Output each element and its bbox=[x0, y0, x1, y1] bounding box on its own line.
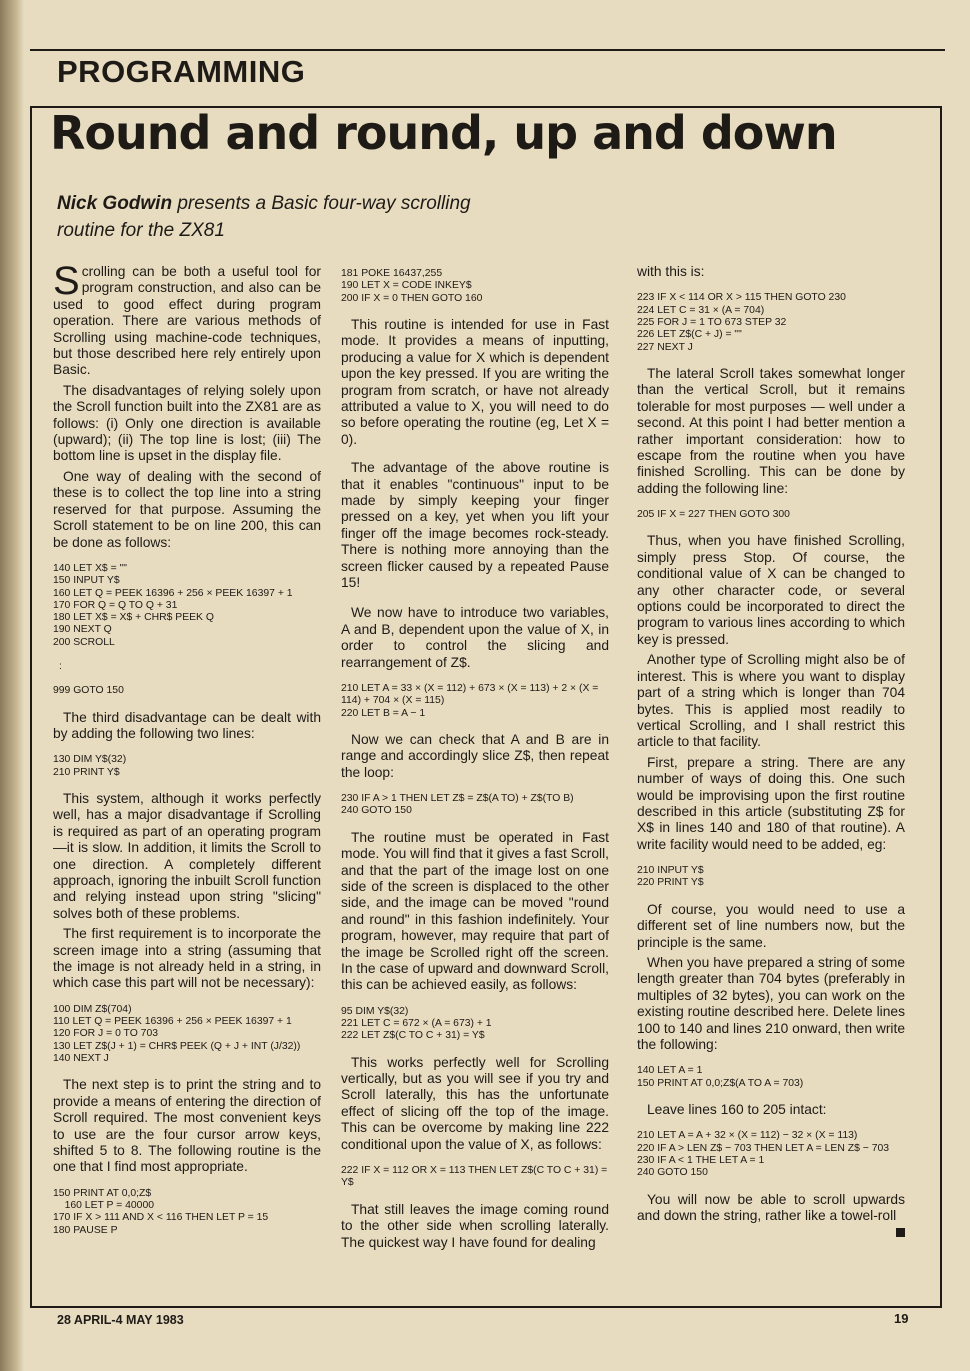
drop-cap: S bbox=[53, 259, 80, 303]
code-line: 227 NEXT J bbox=[637, 341, 693, 353]
code-listing bbox=[53, 754, 321, 779]
code-line: 120 FOR J = 0 TO 703 bbox=[53, 1028, 159, 1040]
code-line: 224 LET C = 31 × (A = 704) bbox=[637, 304, 765, 316]
code-line: 223 IF X < 114 OR X > 115 THEN GOTO 230 bbox=[637, 292, 846, 304]
code-listing bbox=[341, 1165, 609, 1190]
paragraph: This routine is intended for use in Fast mode. It provides a means of inputting, producing a value for X which is dependent upon the key pressed. If you are writing the program from scratch, or have not already attributed a value to X, you will need to do so before operating the routine (eg, Let X = 0). bbox=[341, 316, 609, 447]
code-line: 225 FOR J = 1 TO 673 STEP 32 bbox=[637, 317, 787, 328]
paragraph: This system, although it works perfectly well, has a major disadvantage if Scrolling is required as part of an operating program —it is slow. In addition, it limits the Scroll to one direction. A completely different approach, ignoring the inbuilt Scroll function and relying instead upon string "slicing" solves both of these problems. bbox=[53, 790, 321, 921]
code-line: 230 IF A < 1 THE LET A = 1 bbox=[637, 1155, 765, 1166]
code-line: 230 IF A > 1 THEN LET Z$ = Z$(A TO) + Z$(TO B) bbox=[341, 793, 574, 805]
paragraph: The lateral Scroll takes somewhat longer than the vertical Scroll, but it remains tolerable for most purposes — well under a second. At this point I had better mention a rather important consideration: how to escape from the routine when you have finished Scrolling. This can be done by adding the following line: bbox=[637, 365, 905, 496]
code-line: 181 POKE 16437,255 bbox=[341, 268, 443, 279]
code-line: 170 IF X > 111 AND X < 116 THEN LET P = 15 bbox=[53, 1212, 269, 1224]
paragraph bbox=[637, 1192, 905, 1225]
code-listing bbox=[637, 865, 905, 890]
paragraph-text: You will now be able to scroll upwards and down the string, rather like a towel-roll bbox=[637, 1191, 905, 1223]
code-line: 220 IF A > LEN Z$ − 703 THEN LET A = LEN Z$ − 703 bbox=[637, 1142, 890, 1154]
code-line: 220 LET B = A − 1 bbox=[341, 707, 426, 719]
end-of-article-icon bbox=[896, 1228, 905, 1237]
code-listing bbox=[637, 1130, 905, 1179]
code-listing bbox=[53, 563, 321, 649]
code-listing bbox=[637, 1065, 905, 1090]
standfirst bbox=[57, 190, 497, 244]
code-line: 240 GOTO 150 bbox=[637, 1167, 708, 1179]
code-line: 150 PRINT AT 0,0;Z$ bbox=[53, 1187, 152, 1199]
code-line: 95 DIM Y$(32) bbox=[341, 1005, 409, 1017]
code-listing bbox=[53, 685, 321, 697]
code-line: 150 INPUT Y$ bbox=[53, 575, 120, 587]
code-line: 220 PRINT Y$ bbox=[637, 877, 704, 889]
author-name: Nick Godwin bbox=[57, 193, 173, 214]
code-line: 226 LET Z$(C + J) = "" bbox=[637, 329, 742, 341]
code-line: 160 LET P = 40000 bbox=[53, 1200, 155, 1212]
code-line: 200 IF X = 0 THEN GOTO 160 bbox=[341, 292, 483, 304]
code-line: 130 DIM Y$(32) bbox=[53, 754, 127, 766]
code-listing bbox=[53, 1188, 321, 1237]
code-line: 190 NEXT Q bbox=[53, 624, 112, 636]
code-listing bbox=[341, 268, 609, 305]
code-line: 222 IF X = 112 OR X = 113 THEN LET Z$(C TO C + 31) = Y$ bbox=[341, 1165, 610, 1189]
paragraph: That still leaves the image coming round to the other side when scrolling laterally. The quickest way I have found for dealing bbox=[341, 1201, 609, 1250]
top-rule bbox=[30, 49, 945, 51]
column-2 bbox=[341, 264, 609, 1255]
code-line: 210 LET A = A + 32 × (X = 112) − 32 × (X = 113) bbox=[637, 1130, 858, 1142]
code-listing bbox=[341, 1006, 609, 1043]
paragraph: The next step is to print the string and to provide a means of entering the direction of Scroll required. The most convenient keys to use are the four cursor arrow keys, shifted 5 to 8. The following routine is the one that I find most appropriate. bbox=[53, 1077, 321, 1175]
code-line: 999 GOTO 150 bbox=[53, 685, 124, 697]
page-gutter bbox=[0, 0, 24, 1371]
paragraph: Another type of Scrolling might also be of interest. This is where you want to display part of a string which is longer than 704 bytes. This is applied most readily to vertical Scrolling, and I shall restrict this article to that facility. bbox=[637, 652, 905, 750]
paragraph: When you have prepared a string of some length greater than 704 bytes (preferably in multiples of 32 bytes), you can work on the existing routine described here. Delete lines 100 to 140 and lines 210 onward, then write the following: bbox=[637, 954, 905, 1052]
paragraph: The advantage of the above routine is that it enables "continuous" input to be made by simply keeping your finger pressed on a key, yet when you lift your finger off the image becomes rock-steady. There is nothing more annoying than the screen flicker caused by a repeated Pause 15! bbox=[341, 460, 609, 590]
code-line: 210 INPUT Y$ bbox=[637, 865, 704, 877]
paragraph: Leave lines 160 to 205 intact: bbox=[647, 1102, 827, 1117]
column-1 bbox=[53, 259, 321, 1249]
code-line: 130 LET Z$(J + 1) = CHR$ PEEK (Q + J + INT (J/32)) bbox=[53, 1040, 301, 1052]
code-ellipsis: : bbox=[59, 660, 62, 672]
code-line: 100 DIM Z$(704) bbox=[53, 1003, 132, 1015]
paragraph: Thus, when you have finished Scrolling, simply press Stop. Of course, the conditional value of X can be changed to any other character code, or several options could be incorporated to direct the program to various lines according to which key is pressed. bbox=[637, 533, 905, 647]
code-listing bbox=[53, 1004, 321, 1065]
paragraph: The routine must be operated in Fast mode. You will find that it gives a fast Scroll, and that the part of the image lost on one side of the screen is displaced to the other side, and the image can be moved "round and round" in this fashion indefinitely. Your program, however, may require that part of the image be Scrolled right off the screen. In the case of upward and downward Scroll, this can be achieved easily, as follows: bbox=[341, 829, 609, 993]
page-number: 19 bbox=[894, 1311, 909, 1326]
code-line: 180 LET X$ = X$ + CHR$ PEEK Q bbox=[53, 612, 214, 624]
code-line: 210 LET A = 33 × (X = 112) + 673 × (X = 113) + 2 × (X = 114) + 704 × (X = 115) bbox=[341, 683, 602, 707]
code-line: 140 NEXT J bbox=[53, 1053, 109, 1065]
article-title: Round and round, up and down bbox=[50, 106, 837, 160]
code-line: 150 PRINT AT 0,0;Z$(A TO A = 703) bbox=[637, 1077, 804, 1089]
paragraph: First, prepare a string. There are any number of ways of doing this. One such would be improvising upon the first routine described in this article (substituting Z$ for X$ in lines 140 and 180 of that routine). A write facility would need to be added, eg: bbox=[637, 754, 905, 852]
code-line: 180 PAUSE P bbox=[53, 1224, 118, 1236]
code-listing bbox=[341, 793, 609, 818]
section-label: PROGRAMMING bbox=[57, 54, 306, 89]
paragraph: Of course, you would need to use a different set of line numbers now, but the principle is the same. bbox=[637, 901, 905, 950]
code-line: 222 LET Z$(C TO C + 31) = Y$ bbox=[341, 1030, 485, 1042]
issue-date: 28 APRIL-4 MAY 1983 bbox=[57, 1313, 184, 1327]
code-line: 210 PRINT Y$ bbox=[53, 766, 120, 778]
paragraph-text: crolling can be both a useful tool for program construction, and also can be used to good effect during program operation. There are various methods of Scrolling using machine-code techniques, but those described here rely entirely upon Basic. bbox=[53, 264, 321, 378]
code-listing bbox=[637, 292, 905, 353]
code-listing bbox=[341, 683, 609, 720]
paragraph: Now we can check that A and B are in range and accordingly slice Z$, then repeat the loop: bbox=[341, 731, 609, 780]
code-line: 110 LET Q = PEEK 16396 + 256 × PEEK 16397 + 1 bbox=[53, 1016, 292, 1028]
paragraph: The third disadvantage can be dealt with by adding the following two lines: bbox=[53, 709, 321, 741]
paragraph: We now have to introduce two variables, A and B, dependent upon the value of X, in order to control the slicing and rearrangement of Z$. bbox=[341, 605, 609, 670]
paragraph bbox=[53, 259, 321, 379]
code-line: 240 GOTO 150 bbox=[341, 805, 412, 817]
paragraph: The disadvantages of relying solely upon the Scroll function built into the ZX81 are as follows: (i) Only one direction is available (upward); (ii) The top line is lost; (iii) The bottom line is upset in the display file. bbox=[53, 382, 321, 464]
paragraph: The first requirement is to incorporate the screen image into a string (assuming that the image is not already held in a string, in which case this part will not be necessary): bbox=[53, 926, 321, 991]
code-line: 170 FOR Q = Q TO Q + 31 bbox=[53, 599, 178, 611]
paragraph: with this is: bbox=[637, 264, 705, 279]
code-listing bbox=[637, 509, 905, 521]
code-line: 200 SCROLL bbox=[53, 636, 115, 648]
code-line: 140 LET A = 1 bbox=[637, 1065, 703, 1077]
code-line: 160 LET Q = PEEK 16396 + 256 × PEEK 16397 + 1 bbox=[53, 587, 293, 599]
paragraph: This works perfectly well for Scrolling vertically, but as you will see if you try and Scroll laterally, this has the unfortunate effect of slicing off the top of the image. This can be overcome by making line 222 conditional upon the value of X, as follows: bbox=[341, 1054, 609, 1152]
paragraph: One way of dealing with the second of these is to collect the top line into a string reserved for that purpose. Assuming the Scroll statement to be on line 200, this can be done as follows: bbox=[53, 468, 321, 550]
code-line: 140 LET X$ = "" bbox=[53, 562, 127, 574]
standfirst-text: presents a Basic four-way scrolling routine for the ZX81 bbox=[57, 193, 471, 241]
code-line: 205 IF X = 227 THEN GOTO 300 bbox=[637, 509, 790, 521]
column-3 bbox=[637, 264, 905, 1237]
code-line: 190 LET X = CODE INKEY$ bbox=[341, 280, 472, 292]
code-line: 221 LET C = 672 × (A = 673) + 1 bbox=[341, 1018, 492, 1030]
